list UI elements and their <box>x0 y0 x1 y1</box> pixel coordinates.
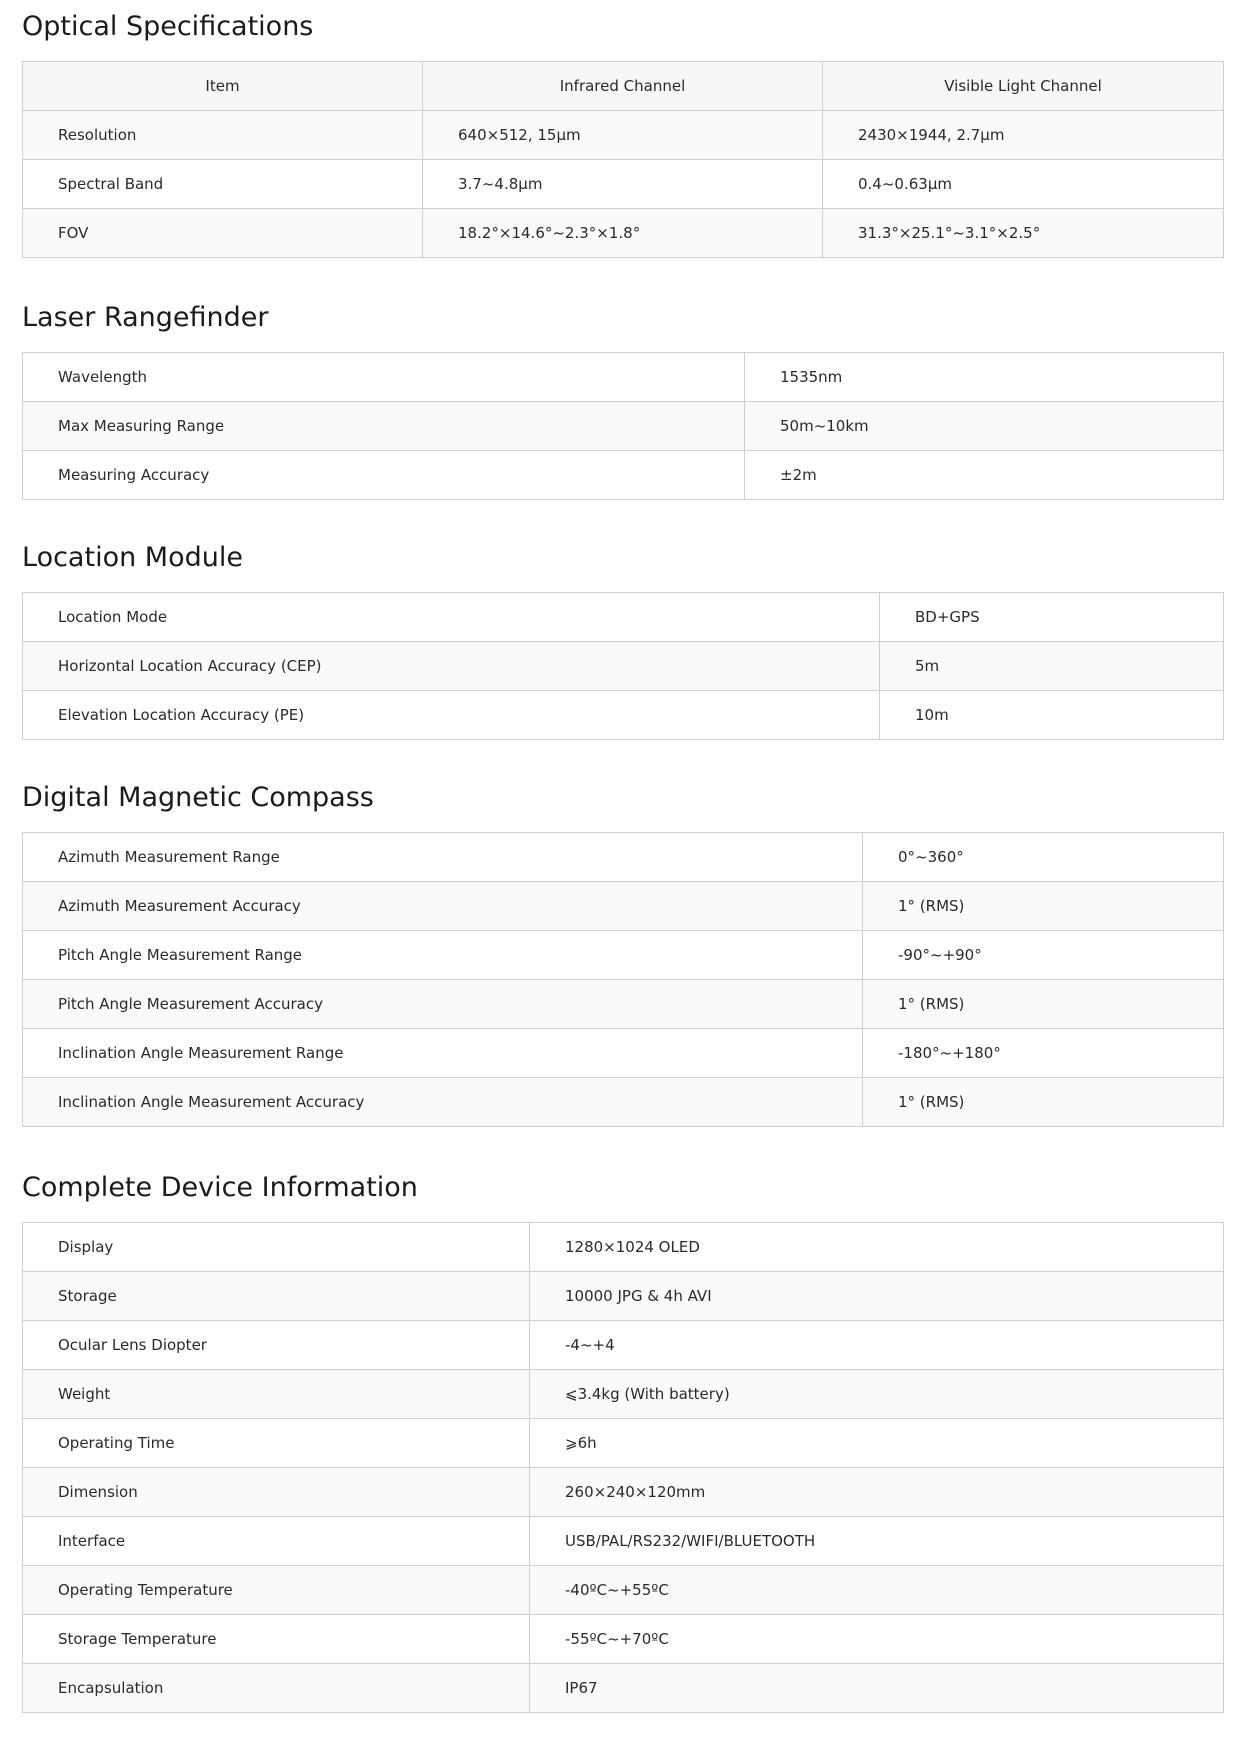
table-row <box>23 833 1224 882</box>
table-row <box>23 160 1224 209</box>
table-row <box>23 642 1224 691</box>
spec-label: Display <box>23 1223 530 1272</box>
table-row <box>23 1468 1224 1517</box>
spec-label: Interface <box>23 1517 530 1566</box>
spec-value: 1° (RMS) <box>863 882 1224 931</box>
spec-value: -90°~+90° <box>863 931 1224 980</box>
spec-value: ⩾6h <box>530 1419 1224 1468</box>
optical-specifications-title: Optical Specifications <box>22 11 314 42</box>
spec-value: 1° (RMS) <box>863 980 1224 1029</box>
table-row <box>23 451 1224 500</box>
table-row <box>23 882 1224 931</box>
table-row <box>23 1615 1224 1664</box>
digital-magnetic-compass-table <box>22 832 1224 1127</box>
spec-value: 1° (RMS) <box>863 1078 1224 1127</box>
spec-value-visible: 0.4~0.63μm <box>823 160 1224 209</box>
spec-label: FOV <box>23 209 423 258</box>
table-header-row <box>23 62 1224 111</box>
spec-value: 1535nm <box>745 353 1224 402</box>
spec-value-infrared: 640×512, 15μm <box>423 111 823 160</box>
spec-value: IP67 <box>530 1664 1224 1713</box>
spec-value: -180°~+180° <box>863 1029 1224 1078</box>
complete-device-information-table <box>22 1222 1224 1713</box>
location-module-title: Location Module <box>22 542 243 573</box>
column-header-item: Item <box>23 62 423 111</box>
digital-magnetic-compass-title: Digital Magnetic Compass <box>22 782 374 813</box>
spec-label: Weight <box>23 1370 530 1419</box>
optical-specifications-table <box>22 61 1224 258</box>
spec-label: Encapsulation <box>23 1664 530 1713</box>
spec-value: 260×240×120mm <box>530 1468 1224 1517</box>
table-row <box>23 1566 1224 1615</box>
table-row <box>23 1272 1224 1321</box>
spec-label: Dimension <box>23 1468 530 1517</box>
spec-label: Storage <box>23 1272 530 1321</box>
table-row <box>23 691 1224 740</box>
column-header-infrared-channel: Infrared Channel <box>423 62 823 111</box>
spec-value: 5m <box>880 642 1224 691</box>
spec-value: -4~+4 <box>530 1321 1224 1370</box>
spec-label: Max Measuring Range <box>23 402 745 451</box>
table-row <box>23 402 1224 451</box>
table-row <box>23 1664 1224 1713</box>
spec-value: USB/PAL/RS232/WIFI/BLUETOOTH <box>530 1517 1224 1566</box>
spec-label: Measuring Accuracy <box>23 451 745 500</box>
spec-value: 1280×1024 OLED <box>530 1223 1224 1272</box>
table-row <box>23 1370 1224 1419</box>
spec-label: Location Mode <box>23 593 880 642</box>
spec-label: Horizontal Location Accuracy (CEP) <box>23 642 880 691</box>
spec-label: Azimuth Measurement Accuracy <box>23 882 863 931</box>
table-row <box>23 593 1224 642</box>
spec-label: Pitch Angle Measurement Range <box>23 931 863 980</box>
spec-label: Azimuth Measurement Range <box>23 833 863 882</box>
spec-value-infrared: 3.7~4.8μm <box>423 160 823 209</box>
spec-label: Ocular Lens Diopter <box>23 1321 530 1370</box>
table-row <box>23 1029 1224 1078</box>
table-row <box>23 1223 1224 1272</box>
spec-value-visible: 31.3°×25.1°~3.1°×2.5° <box>823 209 1224 258</box>
spec-label: Resolution <box>23 111 423 160</box>
table-row <box>23 111 1224 160</box>
table-row <box>23 209 1224 258</box>
spec-value: ±2m <box>745 451 1224 500</box>
spec-value: BD+GPS <box>880 593 1224 642</box>
spec-value: -40ºC~+55ºC <box>530 1566 1224 1615</box>
spec-value: 50m~10km <box>745 402 1224 451</box>
spec-value: -55ºC~+70ºC <box>530 1615 1224 1664</box>
spec-value: 10m <box>880 691 1224 740</box>
laser-rangefinder-title: Laser Rangefinder <box>22 302 269 333</box>
spec-label: Pitch Angle Measurement Accuracy <box>23 980 863 1029</box>
spec-label: Operating Time <box>23 1419 530 1468</box>
table-row <box>23 1517 1224 1566</box>
spec-value: 10000 JPG & 4h AVI <box>530 1272 1224 1321</box>
spec-value-infrared: 18.2°×14.6°~2.3°×1.8° <box>423 209 823 258</box>
spec-value-visible: 2430×1944, 2.7μm <box>823 111 1224 160</box>
column-header-visible-light-channel: Visible Light Channel <box>823 62 1224 111</box>
location-module-table <box>22 592 1224 740</box>
laser-rangefinder-table <box>22 352 1224 500</box>
table-row <box>23 1321 1224 1370</box>
spec-label: Inclination Angle Measurement Accuracy <box>23 1078 863 1127</box>
table-row <box>23 1078 1224 1127</box>
spec-value: 0°~360° <box>863 833 1224 882</box>
spec-label: Wavelength <box>23 353 745 402</box>
spec-label: Storage Temperature <box>23 1615 530 1664</box>
table-row <box>23 1419 1224 1468</box>
spec-label: Elevation Location Accuracy (PE) <box>23 691 880 740</box>
spec-label: Operating Temperature <box>23 1566 530 1615</box>
table-row <box>23 931 1224 980</box>
table-row <box>23 980 1224 1029</box>
spec-label: Spectral Band <box>23 160 423 209</box>
spec-label: Inclination Angle Measurement Range <box>23 1029 863 1078</box>
complete-device-information-title: Complete Device Information <box>22 1172 418 1203</box>
spec-value: ⩽3.4kg (With battery) <box>530 1370 1224 1419</box>
table-row <box>23 353 1224 402</box>
